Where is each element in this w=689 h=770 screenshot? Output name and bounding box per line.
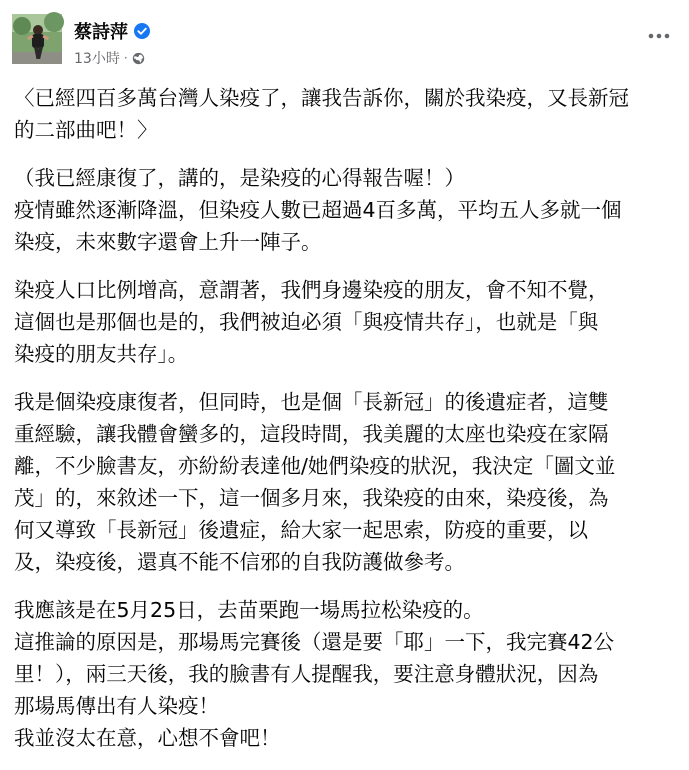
post-timestamp[interactable]: 13小時: [74, 51, 120, 67]
text-line: 的二部曲吧！〉: [14, 118, 158, 142]
text-line: 我是個染疫康復者，但同時，也是個「長新冠」的後遺症者，這雙: [14, 390, 609, 414]
more-options-icon: [648, 33, 670, 39]
text-line: 何又導致「長新冠」後遺症，給大家一起思索，防疫的重要，以: [14, 518, 588, 542]
text-line: 染疫人口比例增高，意謂著，我們身邊染疫的朋友，會不知不覺，: [14, 278, 609, 302]
text-line: 這推論的原因是，那場馬完賽後（還是要「耶」一下，我完賽42公: [14, 630, 615, 654]
verified-badge-icon: [134, 23, 150, 39]
text-line: 〈已經四百多萬台灣人染疫了，讓我告訴你，關於我染疫，又長新冠: [14, 86, 629, 110]
text-line: 染疫的朋友共存」。: [14, 342, 189, 366]
text-line: 疫情雖然逐漸降溫，但染疫人數已超過4百多萬，平均五人多就一個: [14, 198, 622, 222]
post-header: [12, 12, 677, 68]
text-line: 那場馬傳出有人染疫！: [14, 694, 219, 718]
text-line: 染疫，未來數字還會上升一陣子。: [14, 230, 322, 254]
author-name[interactable]: 蔡詩萍: [74, 22, 128, 43]
more-options-button[interactable]: [645, 26, 673, 46]
text-line: 及，染疫後，還真不能不信邪的自我防護做參考。: [14, 550, 465, 574]
author-line: [74, 18, 150, 44]
post-meta: [74, 48, 145, 68]
post-paragraph: [14, 386, 678, 578]
post-paragraph: [14, 162, 678, 258]
avatar-runner-photo: [12, 14, 62, 64]
text-line: 我並沒太在意，心想不會吧！: [14, 726, 281, 750]
text-line: 茂」的，來敘述一下，這一個多月來，我染疫的由來，染疫後，為: [14, 486, 609, 510]
meta-separator: ·: [123, 51, 128, 65]
text-line: 重經驗，讓我體會蠻多的，這段時間，我美麗的太座也染疫在家隔: [14, 422, 609, 446]
avatar[interactable]: [12, 14, 62, 64]
post-body: [14, 82, 678, 770]
text-line: （我已經康復了，講的，是染疫的心得報告喔！）: [14, 166, 465, 190]
globe-icon[interactable]: [132, 52, 145, 65]
text-line: 離，不少臉書友，亦紛紛表達他/她們染疫的狀況，我決定「圖文並: [14, 454, 616, 478]
text-line: 這個也是那個也是的，我們被迫必須「與疫情共存」，也就是「與: [14, 310, 599, 334]
text-line: 我應該是在5月25日，去苗栗跑一場馬拉松染疫的。: [14, 598, 484, 622]
text-line: 里！），兩三天後，我的臉書有人提醒我，要注意身體狀況，因為: [14, 662, 599, 686]
post-paragraph: [14, 82, 678, 146]
post-paragraph: [14, 274, 678, 370]
post-paragraph: [14, 594, 678, 754]
